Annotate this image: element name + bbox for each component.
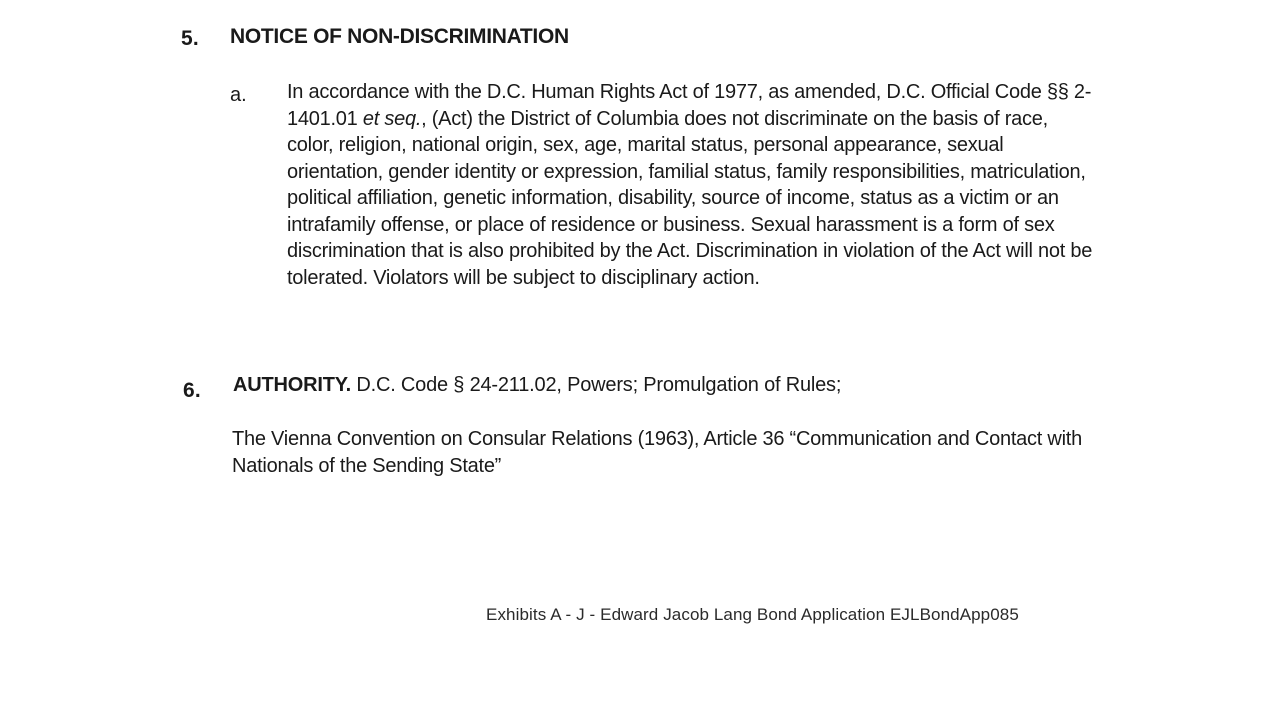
authority-heading: AUTHORITY. bbox=[233, 374, 352, 396]
non-discrimination-paragraph bbox=[287, 79, 1097, 291]
paragraph-text-end: , (Act) the District of Columbia does not discriminate on the basis of race, color, religion, national origin, sex, age, marital status, personal appearance, sexual orientation, gender identity or expression, familial status, family responsibilities, matriculation, political affiliation, genetic information, disability, source of income, status as a victim or an intrafamily offense, or place of residence or business. Sexual harassment is a form of sex discrimination that is also prohibited by the Act. Discrimination in violation of the Act will not be tolerated. Violators will be subject to disciplinary action. bbox=[287, 107, 1093, 289]
exhibit-footer: Exhibits A - J - Edward Jacob Lang Bond Application EJLBondApp085 bbox=[486, 605, 1019, 624]
authority-text: D.C. Code § 24-211.02, Powers; Promulgation of Rules; bbox=[351, 374, 842, 396]
item-a-letter: a. bbox=[230, 84, 247, 106]
paragraph-italic-et-seq: et seq. bbox=[362, 107, 422, 130]
paragraph-text-start: In accordance with the D.C. Human Rights Act of 1977, as amended, D.C. Official Code §§ 2-1401.01 bbox=[287, 81, 1092, 130]
vienna-convention-paragraph: The Vienna Convention on Consular Relations (1963), Article 36 “Communication and Contact with Nationals of the Sending State” bbox=[232, 428, 1082, 477]
authority-line bbox=[233, 374, 841, 397]
section-5-number: 5. bbox=[181, 27, 199, 50]
section-5-title: NOTICE OF NON-DISCRIMINATION bbox=[230, 25, 569, 48]
section-6-number: 6. bbox=[183, 379, 201, 402]
